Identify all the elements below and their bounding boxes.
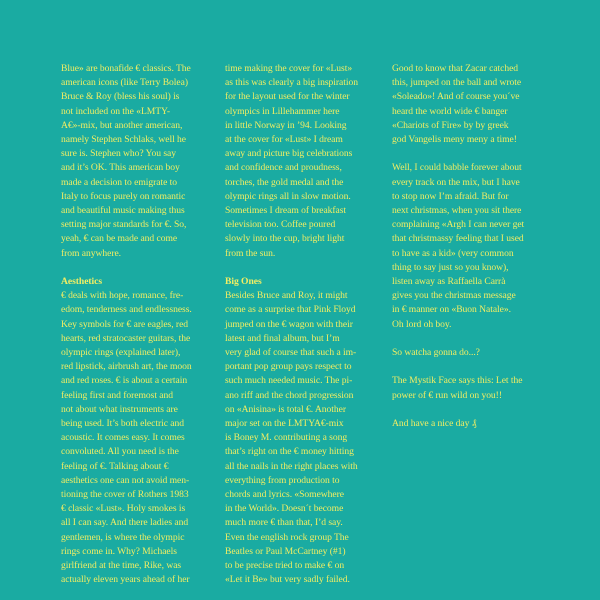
paragraph-gap bbox=[61, 261, 211, 275]
paragraph-nice-day: And have a nice day ₰ bbox=[392, 418, 477, 430]
paragraph-big-ones: Besides Bruce and Roy, it might come as a surprise that Pink Floyd jumped on the € wagon with their latest and final album, but I’m very glad of course that such a im- portant pop group pays respect to such much needed music. The pi- ano riff and the chord progression on «Anisina» is total €. Another major set on the LMTYA€-mix is Boney M. contributing a song that’s right on the € money hitting all the nails in the right places with everything from production to chords and lyrics. «Somewhere in the World». Doesn´t become much more € than that, I’d say. Even the english rock group The Beatles or Paul McCartney (#1) to be precise tried to make € on «Let it Be» but very sadly failed. bbox=[225, 290, 358, 586]
heading-big-ones: Big Ones bbox=[225, 276, 262, 288]
paragraph-watcha: So watcha gonna do...? bbox=[392, 347, 480, 359]
paragraph-intro-blue: Blue» are bonafide € classics. The american icons (like Terry Bolea) Bruce & Roy (bless his soul) is not included on the «LMTY- A€»-mix, but another american, namely Stephen Schlaks, well he sure is. Stephen who? You say and it’s OK. This american boy made a decision to emigrate to Italy to focus purely on romantic and beautiful music making thus setting major standards for €. So, yeah, € can be made and come from anywhere. bbox=[61, 63, 191, 259]
paragraph-lust-cover: time making the cover for «Lust» as this was clearly a big inspiration for the layout used for the winter olympics in Lillehammer here in little Norway in ’94. Looking at the cover for «Lust» I dream away and picture big celebrations and confidence and proudness, torches, the gold medal and the olympic rings all in slow motion. Sometimes I dream of breakfast television too. Coffee poured slowly into the cup, bright light from the sun. bbox=[225, 63, 358, 259]
paragraph-aesthetics: € deals with hope, romance, fre- edom, tenderness and endlessness. Key symbols for € are eagles, red hearts, red stratocaster guitars, the olympic rings (explained later), red lipstick, airbrush art, the moon and red roses. € is about a certain feeling first and foremost and not about what instruments are being used. It’s both electric and acoustic. It comes easy. It comes convoluted. All you need is the feeling of €. Talking about € aesthetics one can not avoid men- tioning the cover of Rothers 1983 € classic «Lust». Holy smokes is all I can say. And there ladies and gentlemen, is where the olympic rings come in. Why? Michaels girlfriend at the time, Rike, was actually eleven years ahead of her bbox=[61, 290, 192, 586]
paragraph-gap bbox=[392, 147, 542, 161]
text-column-2 bbox=[225, 62, 380, 588]
paragraph-gap bbox=[392, 332, 542, 346]
text-column-3 bbox=[392, 62, 542, 431]
paragraph-gap bbox=[392, 403, 542, 417]
paragraph-christmas: Well, I could babble forever about every track on the mix, but I have to stop now I’m afraid. But for next christmas, when you sit there complaining «Argh I can never get that christmassy feeling that I used to have as a kid» (very common thing to say just so you know), listen away as Raffaella Carrà gives you the christmas message in € manner on «Buon Natale». Oh lord oh boy. bbox=[392, 162, 525, 330]
heading-aesthetics: Aesthetics bbox=[61, 276, 103, 288]
text-column-1 bbox=[61, 62, 211, 588]
paragraph-gap bbox=[392, 360, 542, 374]
paragraph-zacar: Good to know that Zacar catched this, jumped on the ball and wrote «Soleado»! And of course you´ve heard the world wide € banger «Chariots of Fire» by by greek god Vangelis meny meny a time! bbox=[392, 63, 522, 146]
paragraph-gap bbox=[225, 261, 380, 275]
paragraph-mystik-face: The Mystik Face says this: Let the power of € run wild on you!! bbox=[392, 375, 523, 401]
